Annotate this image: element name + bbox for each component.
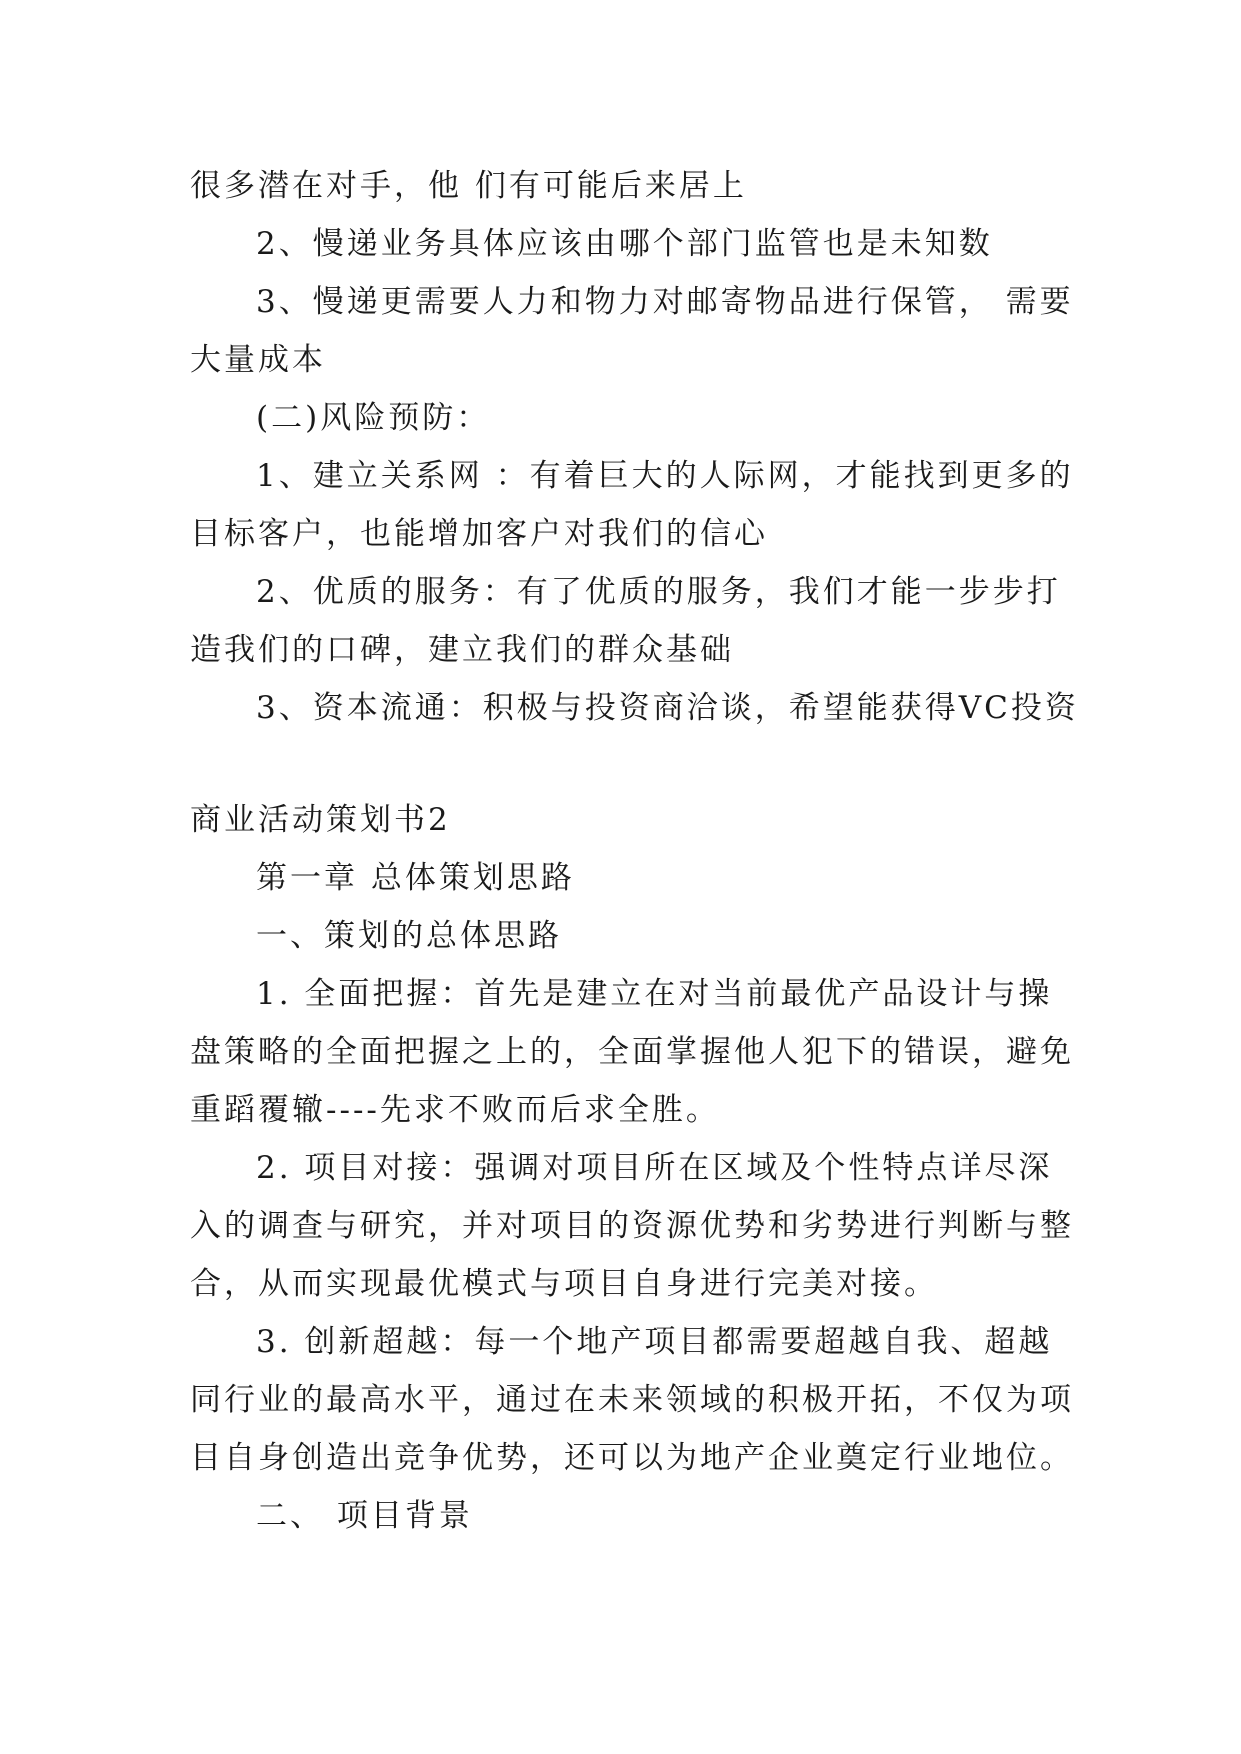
text-line: 重蹈覆辙----先求不败而后求全胜。 [190, 1092, 720, 1128]
text-line: 目标客户，也能增加客户对我们的信心 [190, 516, 768, 552]
text-line: 盘策略的全面把握之上的，全面掌握他人犯下的错误，避免 [190, 1034, 1074, 1070]
text-line: 2、优质的服务：有了优质的服务，我们才能一步步打 [256, 574, 1061, 610]
section-heading: 二、 项目背景 [256, 1498, 473, 1534]
text-line: 2、慢递业务具体应该由哪个部门监管也是未知数 [256, 226, 993, 262]
text-line: 很多潜在对手，他 们有可能后来居上 [190, 168, 747, 204]
text-line: 造我们的口碑，建立我们的群众基础 [190, 632, 734, 668]
text-line: 大量成本 [190, 342, 326, 378]
section-heading: (二)风险预防： [256, 400, 491, 436]
text-line: 目自身创造出竞争优势，还可以为地产企业奠定行业地位。 [190, 1440, 1074, 1476]
document-title: 商业活动策划书2 [190, 802, 451, 838]
text-line: 合，从而实现最优模式与项目自身进行完美对接。 [190, 1266, 938, 1302]
chapter-heading: 第一章 总体策划思路 [256, 860, 575, 896]
text-line: 入的调查与研究，并对项目的资源优势和劣势进行判断与整 [190, 1208, 1074, 1244]
text-line: 同行业的最高水平，通过在未来领域的积极开拓，不仅为项 [190, 1382, 1074, 1418]
text-line: 3、慢递更需要人力和物力对邮寄物品进行保管， 需要 [256, 284, 1074, 320]
text-line: 3、资本流通：积极与投资商洽谈，希望能获得VC投资 [256, 690, 1079, 726]
text-line: 3. 创新超越：每一个地产项目都需要超越自我、超越 [256, 1324, 1053, 1360]
section-heading: 一、策划的总体思路 [256, 918, 562, 954]
text-line: 2. 项目对接：强调对项目所在区域及个性特点详尽深 [256, 1150, 1053, 1186]
text-line: 1、建立关系网 ：有着巨大的人际网，才能找到更多的 [256, 458, 1074, 494]
text-line: 1. 全面把握：首先是建立在对当前最优产品设计与操 [256, 976, 1053, 1012]
